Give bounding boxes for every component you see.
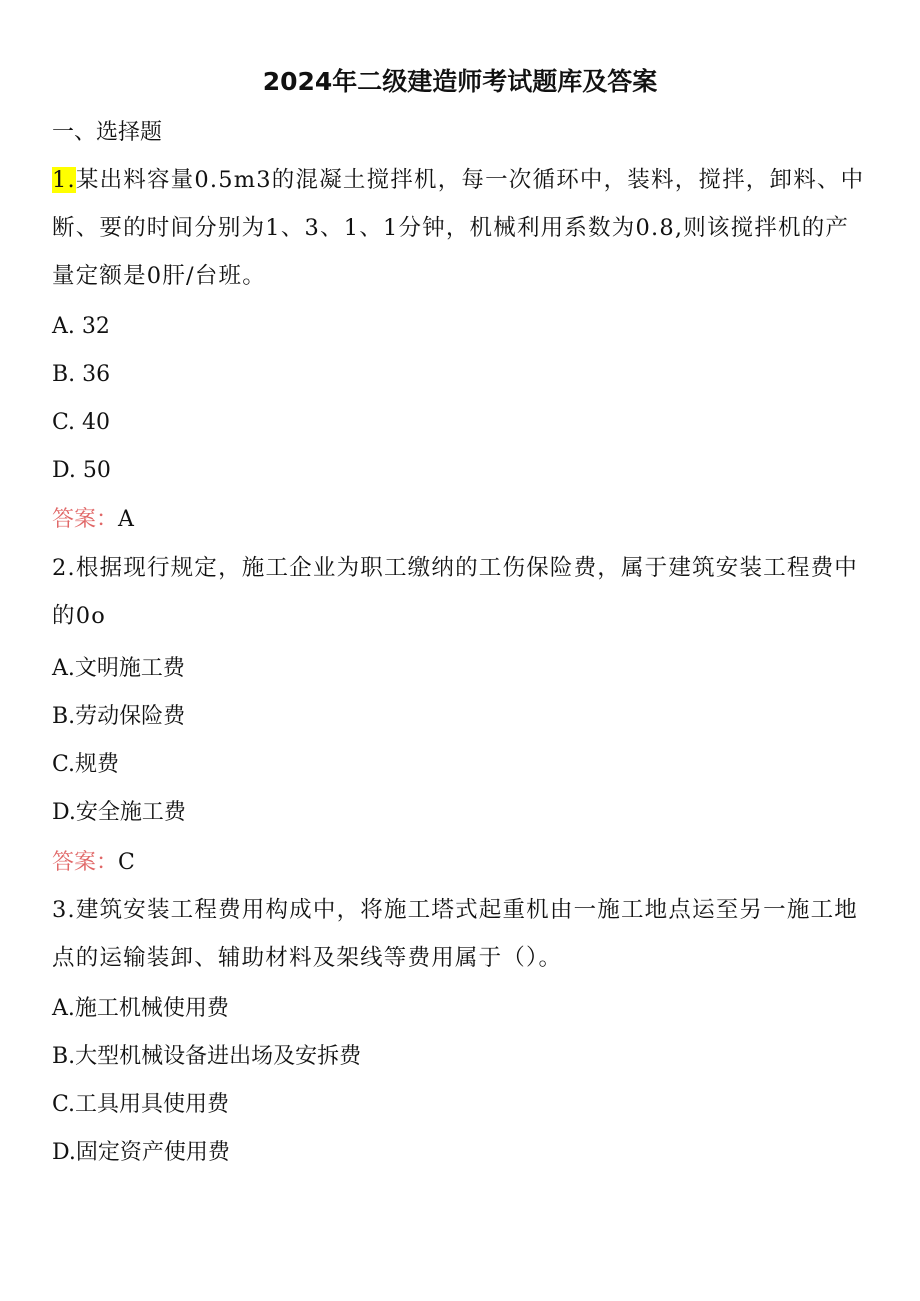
answer-label: 答案： [52,507,119,532]
question-3-text: 建筑安装工程费用构成中，将施工塔式起重机由一施工地点运至另一施工地点的运输装卸、辅助材料及架线等费用属于（）。 [52,897,858,971]
question-3-option-d: D.固定资产使用费 [52,1140,230,1165]
answer-label: 答案： [52,850,119,875]
question-2-option-a: A.文明施工费 [52,656,185,681]
question-2-option-c: C.规费 [52,752,120,777]
question-3-option-c: C.工具用具使用费 [52,1092,230,1117]
question-1-number: 1. [52,167,76,193]
question-2-option-d: D.安全施工费 [52,800,186,825]
answer-value: C [118,850,135,875]
question-1 [52,156,867,300]
document-title: 2024年二级建造师考试题库及答案 [262,67,658,96]
question-2-answer [52,848,135,878]
question-1-answer [52,505,134,535]
question-1-option-d: D. 50 [52,458,111,483]
question-2-option-b: B.劳动保险费 [52,704,186,729]
question-2-number: 2. [52,555,76,581]
question-3-number: 3. [52,897,76,923]
question-2 [52,544,867,640]
question-3-option-b: B.大型机械设备进出场及安拆费 [52,1044,362,1069]
question-1-option-b: B. 36 [52,362,111,387]
question-3 [52,886,867,982]
question-1-option-a: A. 32 [52,314,110,339]
question-1-option-c: C. 40 [52,410,111,435]
section-heading: 一、选择题 [52,120,163,145]
question-3-option-a: A.施工机械使用费 [52,996,229,1021]
question-2-text: 根据现行规定，施工企业为职工缴纳的工伤保险费，属于建筑安装工程费中的0o [52,555,858,629]
answer-value: A [118,507,134,532]
question-1-text: 某出料容量0.5m3的混凝土搅拌机，每一次循环中，装料，搅拌，卸料、中断、要的时间分别为1、3、1、1分钟，机械利用系数为0.8,则该搅拌机的产量定额是0肝/台班。 [52,167,865,289]
